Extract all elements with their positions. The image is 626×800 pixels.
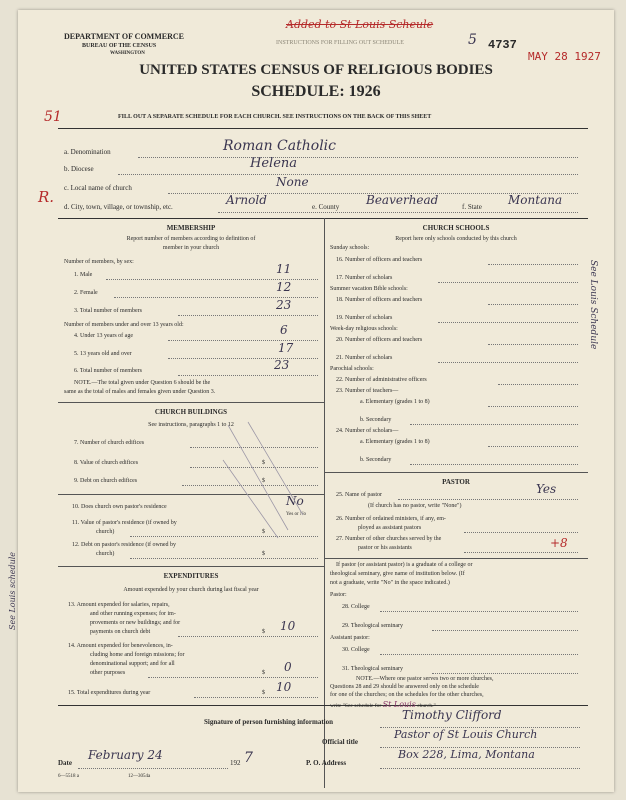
graduate-instruction-1: If pastor (or assistant pastor) is a graduate of a college or bbox=[336, 562, 473, 568]
q23a-label: a. Elementary (grades 1 to 8) bbox=[360, 399, 430, 405]
q12-dollar: $ bbox=[262, 551, 265, 557]
q16-line bbox=[488, 264, 578, 265]
q19-line bbox=[438, 322, 578, 323]
schools-heading: CHURCH SCHOOLS bbox=[422, 224, 490, 232]
q25-note: (If church has no pastor, write "None") bbox=[368, 503, 462, 509]
q15-value: 10 bbox=[276, 680, 292, 694]
q24a-label: a. Elementary (grades 1 to 8) bbox=[360, 439, 430, 445]
q30-label: 30. College bbox=[342, 647, 370, 653]
bureau-label: BUREAU OF THE CENSUS bbox=[82, 43, 157, 49]
q24a-line bbox=[488, 446, 578, 447]
pastor-note-4-end: church." bbox=[417, 703, 436, 709]
diocese-line bbox=[118, 174, 578, 175]
q26-label-2: ployed as assistant pastors bbox=[358, 525, 422, 531]
buildings-heading: CHURCH BUILDINGS bbox=[154, 408, 228, 416]
po-address-label: P. O. Address bbox=[306, 759, 347, 767]
q16-label: 16. Number of officers and teachers bbox=[336, 257, 423, 263]
q31-line bbox=[432, 673, 578, 674]
graduate-instruction-2: theological seminary, give name of institution below. (If bbox=[330, 571, 465, 577]
pencil-strike-marks bbox=[218, 420, 308, 540]
q17-label: 17. Number of scholars bbox=[336, 275, 393, 281]
by-sex-label: Number of members, by sex: bbox=[64, 259, 134, 265]
q18-line bbox=[488, 304, 578, 305]
denomination-value: Roman Catholic bbox=[223, 138, 336, 154]
q8-label: 8. Value of church edifices bbox=[74, 460, 139, 466]
graduate-instruction-3: not a graduate, write "No" in the space indicated.) bbox=[330, 580, 450, 586]
membership-note-1: NOTE.—The total given under Question 6 should be the bbox=[74, 380, 211, 386]
city-label: WASHINGTON bbox=[110, 51, 145, 56]
expenditures-heading: EXPENDITURES bbox=[163, 572, 219, 580]
year-prefix: 192 bbox=[230, 759, 241, 767]
q31-label: 31. Theological seminary bbox=[342, 666, 404, 672]
city-town-label: d. City, town, village, or township, etc. bbox=[64, 203, 173, 211]
q23a-line bbox=[488, 406, 578, 407]
q13-label-2: and other running expenses; for im- bbox=[90, 611, 176, 617]
q23b-label: b. Secondary bbox=[360, 417, 392, 423]
header-rule bbox=[58, 128, 588, 129]
q24b-line bbox=[410, 464, 578, 465]
faint-instructions: INSTRUCTIONS FOR FILLING OUT SCHEDULE bbox=[276, 40, 404, 46]
q27-label-2: pastor or his assistants bbox=[358, 545, 412, 551]
q25-value: Yes bbox=[536, 482, 557, 496]
sunday-schools-label: Sunday schools: bbox=[330, 245, 370, 251]
assistant-pastor-subheading: Assistant pastor: bbox=[330, 635, 370, 641]
q27-label-1: 27. Number of other churches served by the bbox=[336, 536, 442, 542]
state-value: Montana bbox=[508, 193, 563, 207]
received-date-stamp: MAY 28 1927 bbox=[528, 50, 601, 63]
q13-value: 10 bbox=[280, 619, 296, 633]
q13-dollar: $ bbox=[262, 629, 265, 635]
q26-label-1: 26. Number of ordained ministers, if any, em- bbox=[336, 516, 446, 522]
q12-label-2: church) bbox=[96, 551, 115, 557]
q14-dollar: $ bbox=[262, 670, 265, 676]
denomination-line bbox=[138, 157, 578, 158]
q13-line bbox=[178, 636, 318, 637]
q13-label-4: payments on church debt bbox=[90, 629, 151, 635]
q11-label-2: church) bbox=[96, 529, 115, 535]
location-line bbox=[218, 212, 578, 213]
census-schedule-sheet bbox=[8, 10, 614, 792]
official-title-label: Official title bbox=[322, 738, 358, 746]
margin-mark: R. bbox=[38, 188, 55, 206]
signature-label: Signature of person furnishing information bbox=[204, 718, 333, 726]
q3-total-value: 23 bbox=[276, 298, 292, 312]
q27-line bbox=[464, 552, 578, 553]
form-subtitle: SCHEDULE: 1926 bbox=[251, 83, 381, 100]
q13-label-3: provements or new buildings; and for bbox=[90, 620, 181, 626]
pastor-heading: PASTOR bbox=[442, 478, 470, 486]
q24b-label: b. Secondary bbox=[360, 457, 392, 463]
q12-label-1: 12. Debt on pastor's residence (if owned by bbox=[72, 542, 177, 548]
q14-label-1: 14. Amount expended for benevolences, in- bbox=[68, 643, 173, 649]
q14-value: 0 bbox=[284, 660, 292, 674]
summer-schools-label: Summer vacation Bible schools: bbox=[330, 286, 408, 292]
denomination-label: a. Denomination bbox=[64, 148, 111, 156]
church-name-value: None bbox=[276, 175, 309, 189]
q6-total-label: 6. Total number of members bbox=[74, 368, 142, 374]
q24-label: 24. Number of scholars— bbox=[336, 428, 399, 434]
q1-male-value: 11 bbox=[276, 262, 292, 276]
q27-value: +8 bbox=[550, 536, 568, 550]
q15-label: 15. Total expenditures during year bbox=[68, 690, 151, 696]
left-margin-note: See Louis schedule bbox=[8, 551, 17, 630]
q14-line bbox=[148, 677, 318, 678]
state-label: f. State bbox=[462, 203, 482, 211]
date-value: February 24 bbox=[88, 748, 163, 762]
q6-line bbox=[178, 375, 318, 376]
q29-line bbox=[432, 630, 578, 631]
schools-intro: Report here only schools conducted by this church bbox=[395, 236, 517, 242]
body-bottom-rule bbox=[58, 705, 588, 706]
official-title-value: Pastor of St Louis Church bbox=[394, 728, 538, 741]
q4-line bbox=[168, 340, 318, 341]
pastor-note-3: for one of the churches; on the schedules for the other churches, bbox=[330, 692, 484, 698]
q20-label: 20. Number of officers and teachers bbox=[336, 337, 423, 343]
serial-number: 4737 bbox=[488, 38, 517, 52]
right-margin-note: See Louis Schedule bbox=[588, 260, 598, 350]
under-over-label: Number of members under and over 13 years old: bbox=[64, 322, 184, 328]
diocese-value: Helena bbox=[250, 156, 298, 171]
q17-line bbox=[438, 282, 578, 283]
q8-dollar: $ bbox=[262, 460, 265, 466]
church-name-label: c. Local name of church bbox=[64, 184, 132, 192]
q15-dollar: $ bbox=[262, 690, 265, 696]
q13-label-1: 13. Amount expended for salaries, repairs, bbox=[68, 602, 170, 608]
form-number-2: 12—3054a bbox=[128, 774, 151, 779]
q5-line bbox=[168, 358, 318, 359]
q28-label: 28. College bbox=[342, 604, 370, 610]
department-label: DEPARTMENT OF COMMERCE bbox=[64, 32, 185, 41]
membership-intro-1: Report number of members according to definition of bbox=[126, 236, 256, 242]
form-title: UNITED STATES CENSUS OF RELIGIOUS BODIES bbox=[139, 62, 493, 78]
q9-dollar: $ bbox=[262, 478, 265, 484]
membership-heading: MEMBERSHIP bbox=[166, 224, 216, 232]
q1-male-label: 1. Male bbox=[74, 272, 93, 278]
weekday-schools-label: Week-day religious schools: bbox=[330, 326, 398, 332]
q6-total-value: 23 bbox=[274, 358, 290, 372]
q14-label-2: cluding home and foreign missions; for bbox=[90, 652, 185, 658]
diocese-label: b. Diocese bbox=[64, 165, 94, 173]
q10-label: 10. Does church own pastor's residence bbox=[72, 504, 167, 510]
q4-under-13-value: 6 bbox=[280, 323, 288, 337]
q2-female-value: 12 bbox=[276, 280, 292, 294]
q26-line bbox=[464, 532, 578, 533]
form-number: 6—5518 a bbox=[58, 774, 79, 779]
margin-number: 51 bbox=[44, 109, 62, 125]
q11-dollar: $ bbox=[262, 529, 265, 535]
fields-rule bbox=[58, 218, 588, 219]
q11-label-1: 11. Value of pastor's residence (if owned by bbox=[72, 520, 177, 526]
q23-label: 23. Number of teachers— bbox=[336, 388, 399, 394]
buildings-rule bbox=[58, 566, 324, 567]
q25-line bbox=[398, 499, 578, 500]
pastor-subheading: Pastor: bbox=[330, 592, 347, 598]
pastor-note-4-text: write "See schedule for bbox=[330, 703, 382, 709]
year-hand: 7 bbox=[244, 750, 253, 766]
q5-over-13-label: 5. 13 years old and over bbox=[74, 351, 132, 357]
city-town-value: Arnold bbox=[226, 193, 267, 207]
q15-line bbox=[194, 697, 318, 698]
parochial-schools-label: Parochial schools: bbox=[330, 366, 374, 372]
q9-label: 9. Debt on church edifices bbox=[74, 478, 138, 484]
q14-label-3: denominational support; and for all bbox=[90, 661, 175, 667]
q21-label: 21. Number of scholars bbox=[336, 355, 393, 361]
q22-label: 22. Number of administrative officers bbox=[336, 377, 427, 383]
red-struck-note: Added to St Louis Scheule bbox=[286, 18, 434, 31]
q5-over-13-value: 17 bbox=[278, 341, 294, 355]
separate-schedule-instruction: FILL OUT A SEPARATE SCHEDULE FOR EACH CHURCH. SEE INSTRUCTIONS ON THE BACK OF THIS SHEET bbox=[118, 114, 432, 120]
pastor-mid-rule bbox=[324, 558, 588, 559]
date-line bbox=[78, 768, 228, 769]
yes-or-no-hint: Yes or No bbox=[286, 512, 307, 517]
pastor-note-2: Questions 28 and 29 should be answered only on the schedule bbox=[330, 684, 479, 690]
q7-label: 7. Number of church edifices bbox=[74, 440, 145, 446]
q28-line bbox=[380, 611, 578, 612]
serial-prefix: 5 bbox=[468, 32, 477, 48]
po-address-value: Box 228, Lima, Montana bbox=[398, 748, 535, 761]
schools-rule bbox=[324, 472, 588, 473]
pastor-note-4-hand: St Louis bbox=[382, 700, 416, 709]
membership-intro-2: member in your church bbox=[162, 245, 220, 251]
q19-label: 19. Number of scholars bbox=[336, 315, 393, 321]
column-divider bbox=[324, 218, 325, 788]
buildings-subheading: See instructions, paragraphs 1 to 12 bbox=[148, 422, 234, 428]
q22-line bbox=[498, 384, 578, 385]
q21-line bbox=[438, 362, 578, 363]
q20-line bbox=[488, 344, 578, 345]
q4-under-13-label: 4. Under 13 years of age bbox=[74, 333, 133, 339]
membership-rule bbox=[58, 402, 324, 403]
q3-line bbox=[178, 315, 318, 316]
q29-label: 29. Theological seminary bbox=[342, 623, 404, 629]
date-label: Date bbox=[58, 759, 72, 767]
q10-value: No bbox=[286, 494, 304, 508]
q23b-line bbox=[410, 424, 578, 425]
q14-label-4: other purposes bbox=[90, 670, 126, 676]
q25-label: 25. Name of pastor bbox=[336, 492, 382, 498]
po-address-line bbox=[380, 768, 580, 769]
membership-note-2: same as the total of males and females given under Question 3. bbox=[64, 389, 216, 395]
q12-line bbox=[130, 558, 318, 559]
signature-value: Timothy Clifford bbox=[402, 708, 502, 722]
county-value: Beaverhead bbox=[366, 193, 439, 207]
county-label: e. County bbox=[312, 203, 340, 211]
q2-female-label: 2. Female bbox=[74, 290, 98, 296]
pastor-note-1: NOTE.—Where one pastor serves two or more churches, bbox=[356, 676, 494, 682]
expenditures-intro: Amount expended by your church during last fiscal year bbox=[123, 587, 259, 593]
q18-label: 18. Number of officers and teachers bbox=[336, 297, 423, 303]
q30-line bbox=[380, 654, 578, 655]
q3-total-label: 3. Total number of members bbox=[74, 308, 142, 314]
